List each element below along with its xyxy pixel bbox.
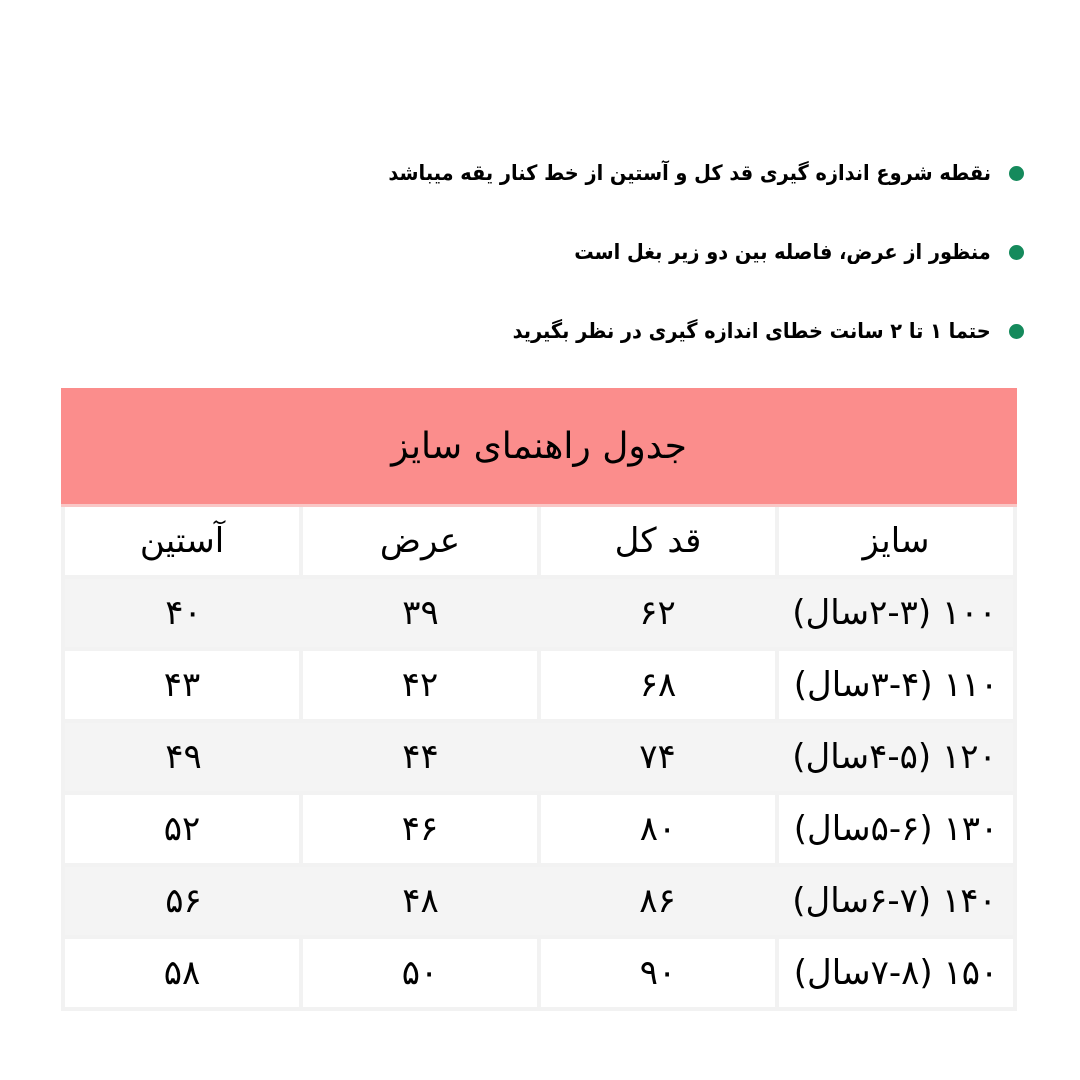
table-row bbox=[65, 795, 1013, 863]
size-guide-table bbox=[61, 388, 1017, 1011]
bullet-dot-icon bbox=[1009, 245, 1024, 260]
note-text: نقطه شروع اندازه گیری قد کل و آستین از خط کنار یقه میباشد bbox=[388, 161, 991, 185]
cell-size: ۱۳۰ (۵-۶سال) bbox=[779, 795, 1013, 863]
table-row bbox=[65, 651, 1013, 719]
cell-total-length: ۷۴ bbox=[539, 723, 776, 791]
cell-width: ۴۶ bbox=[303, 795, 537, 863]
cell-size: ۱۵۰ (۷-۸سال) bbox=[779, 939, 1013, 1007]
note-item bbox=[324, 308, 1024, 354]
cell-size: ۱۱۰ (۳-۴سال) bbox=[779, 651, 1013, 719]
cell-size: ۱۰۰ (۲-۳سال) bbox=[776, 579, 1013, 647]
cell-sleeve: ۴۳ bbox=[65, 651, 299, 719]
cell-total-length: ۸۰ bbox=[541, 795, 775, 863]
note-text: حتما ۱ تا ۲ سانت خطای اندازه گیری در نظر بگیرید bbox=[512, 319, 991, 343]
table-header-row bbox=[65, 507, 1013, 575]
header-total-length: قد کل bbox=[541, 507, 775, 575]
cell-size: ۱۴۰ (۶-۷سال) bbox=[776, 867, 1013, 935]
cell-total-length: ۸۶ bbox=[539, 867, 776, 935]
measurement-notes bbox=[324, 150, 1024, 387]
table-grid bbox=[61, 507, 1017, 1011]
cell-width: ۵۰ bbox=[303, 939, 537, 1007]
table-row bbox=[65, 579, 1013, 647]
cell-total-length: ۹۰ bbox=[541, 939, 775, 1007]
header-sleeve: آستین bbox=[65, 507, 299, 575]
table-title: جدول راهنمای سایز bbox=[61, 388, 1017, 507]
header-width: عرض bbox=[303, 507, 537, 575]
cell-sleeve: ۴۰ bbox=[65, 579, 302, 647]
bullet-dot-icon bbox=[1009, 324, 1024, 339]
cell-size: ۱۲۰ (۴-۵سال) bbox=[776, 723, 1013, 791]
cell-sleeve: ۵۶ bbox=[65, 867, 302, 935]
cell-total-length: ۶۲ bbox=[539, 579, 776, 647]
header-size: سایز bbox=[779, 507, 1013, 575]
cell-width: ۴۴ bbox=[302, 723, 539, 791]
note-text: منظور از عرض، فاصله بین دو زیر بغل است bbox=[574, 240, 991, 264]
table-row bbox=[65, 939, 1013, 1007]
note-item bbox=[324, 229, 1024, 275]
cell-width: ۳۹ bbox=[302, 579, 539, 647]
cell-total-length: ۶۸ bbox=[541, 651, 775, 719]
cell-sleeve: ۴۹ bbox=[65, 723, 302, 791]
cell-sleeve: ۵۲ bbox=[65, 795, 299, 863]
bullet-dot-icon bbox=[1009, 166, 1024, 181]
cell-width: ۴۲ bbox=[303, 651, 537, 719]
cell-sleeve: ۵۸ bbox=[65, 939, 299, 1007]
table-row bbox=[65, 723, 1013, 791]
note-item bbox=[324, 150, 1024, 196]
table-row bbox=[65, 867, 1013, 935]
cell-width: ۴۸ bbox=[302, 867, 539, 935]
